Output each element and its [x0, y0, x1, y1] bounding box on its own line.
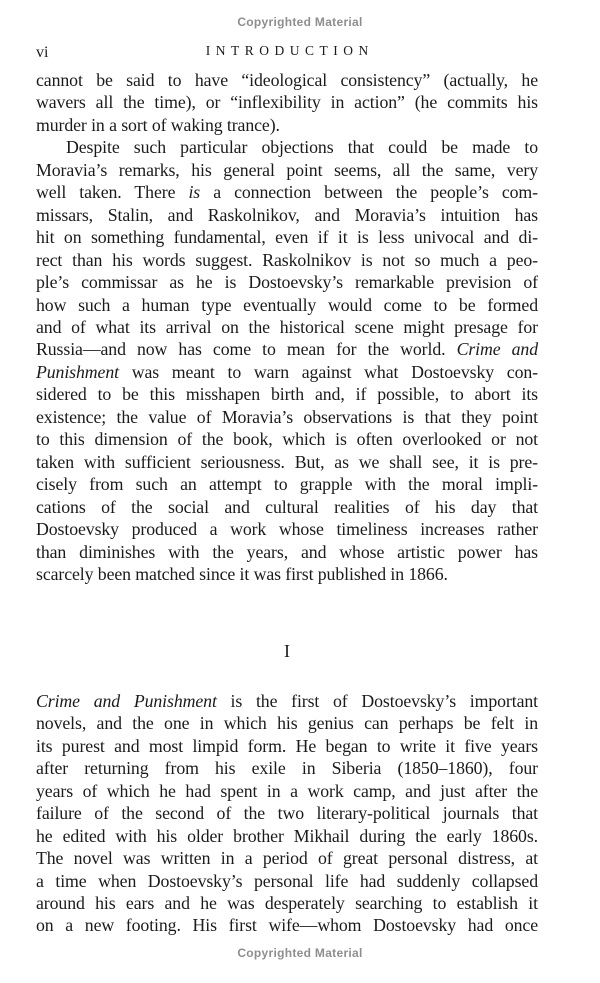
text-line: its purest and most limpid form. He began to write it five years — [36, 735, 538, 756]
body-paragraph — [36, 136, 538, 585]
text-line: rect than his words suggest. Raskolnikov is not so much a peo- — [36, 249, 538, 270]
text-line: to this dimension of the book, which is often overlooked or not — [36, 429, 538, 450]
text-line: The novel was written in a period of great personal distress, at — [36, 848, 538, 869]
body-paragraph — [36, 690, 538, 937]
text-line: Crime and Punishment is the first of Dostoevsky’s important — [36, 690, 538, 711]
text-line: murder in a sort of waking trance). — [36, 114, 280, 135]
text-line: cations of the social and cultural realities of his day that — [36, 496, 538, 517]
text-line: taken with sufficient seriousness. But, as we shall see, it is pre- — [36, 451, 538, 472]
text-line: Moravia’s remarks, his general point seems, all the same, very — [36, 159, 538, 180]
text-line: cannot be said to have “ideological consistency” (actually, he — [36, 70, 538, 90]
text-line: he edited with his older brother Mikhail during the early 1860s. — [36, 825, 538, 846]
text-line: how such a human type eventually would come to be formed — [36, 294, 538, 315]
text-line: years of which he had spent in a work camp, and just after the — [36, 780, 538, 801]
text-line: missars, Stalin, and Raskolnikov, and Moravia’s intuition has — [36, 204, 538, 225]
text-line: on a new footing. His first wife—whom Dostoevsky had once — [36, 915, 538, 936]
text-line: hit on something fundamental, even if it is less univocal and di- — [36, 227, 538, 248]
chapter-title: INTRODUCTION — [205, 43, 374, 58]
page-number: vi — [36, 44, 49, 61]
text-line: Russia—and now has come to mean for the world. Crime and — [36, 339, 538, 360]
text-line: Despite such particular objections that could be made to — [66, 137, 538, 158]
text-line: wavers all the time), or “inflexibility in action” (he commits his — [36, 92, 538, 113]
text-line: Punishment was meant to warn against what Dostoevsky con- — [36, 361, 538, 382]
text-line: failure of the second of the two literary-political journals that — [36, 803, 538, 824]
text-line: than diminishes with the years, and whose artistic power has — [36, 541, 538, 562]
text-line: novels, and the one in which his genius can perhaps be felt in — [36, 713, 538, 734]
text-line: after returning from his exile in Siberia (1850–1860), four — [36, 758, 538, 779]
body-text — [36, 69, 538, 937]
text-line: existence; the value of Moravia’s observations is that they point — [36, 406, 538, 427]
running-header — [36, 43, 538, 63]
text-line: and of what its arrival on the historical scene might presage for — [36, 316, 538, 337]
text-line: scarcely been matched since it was first published in 1866. — [36, 563, 448, 584]
text-line: a time when Dostoevsky’s personal life had suddenly collapsed — [36, 870, 538, 891]
section-heading: I — [284, 641, 290, 662]
copyright-notice-top: Copyrighted Material — [237, 15, 363, 29]
text-line: sidered to be this misshapen birth and, if possible, to abort its — [36, 384, 538, 405]
text-line: cisely from such an attempt to grapple with the moral impli- — [36, 474, 538, 495]
text-line: well taken. There is a connection between the people’s com- — [36, 182, 538, 203]
copyright-notice-bottom: Copyrighted Material — [237, 946, 363, 960]
body-paragraph — [36, 69, 538, 136]
text-line: Dostoevsky produced a work whose timeliness increases rather — [36, 519, 538, 540]
text-line: ple’s commissar as he is Dostoevsky’s remarkable prevision of — [36, 272, 538, 293]
text-line: around his ears and he was desperately searching to establish it — [36, 892, 538, 913]
